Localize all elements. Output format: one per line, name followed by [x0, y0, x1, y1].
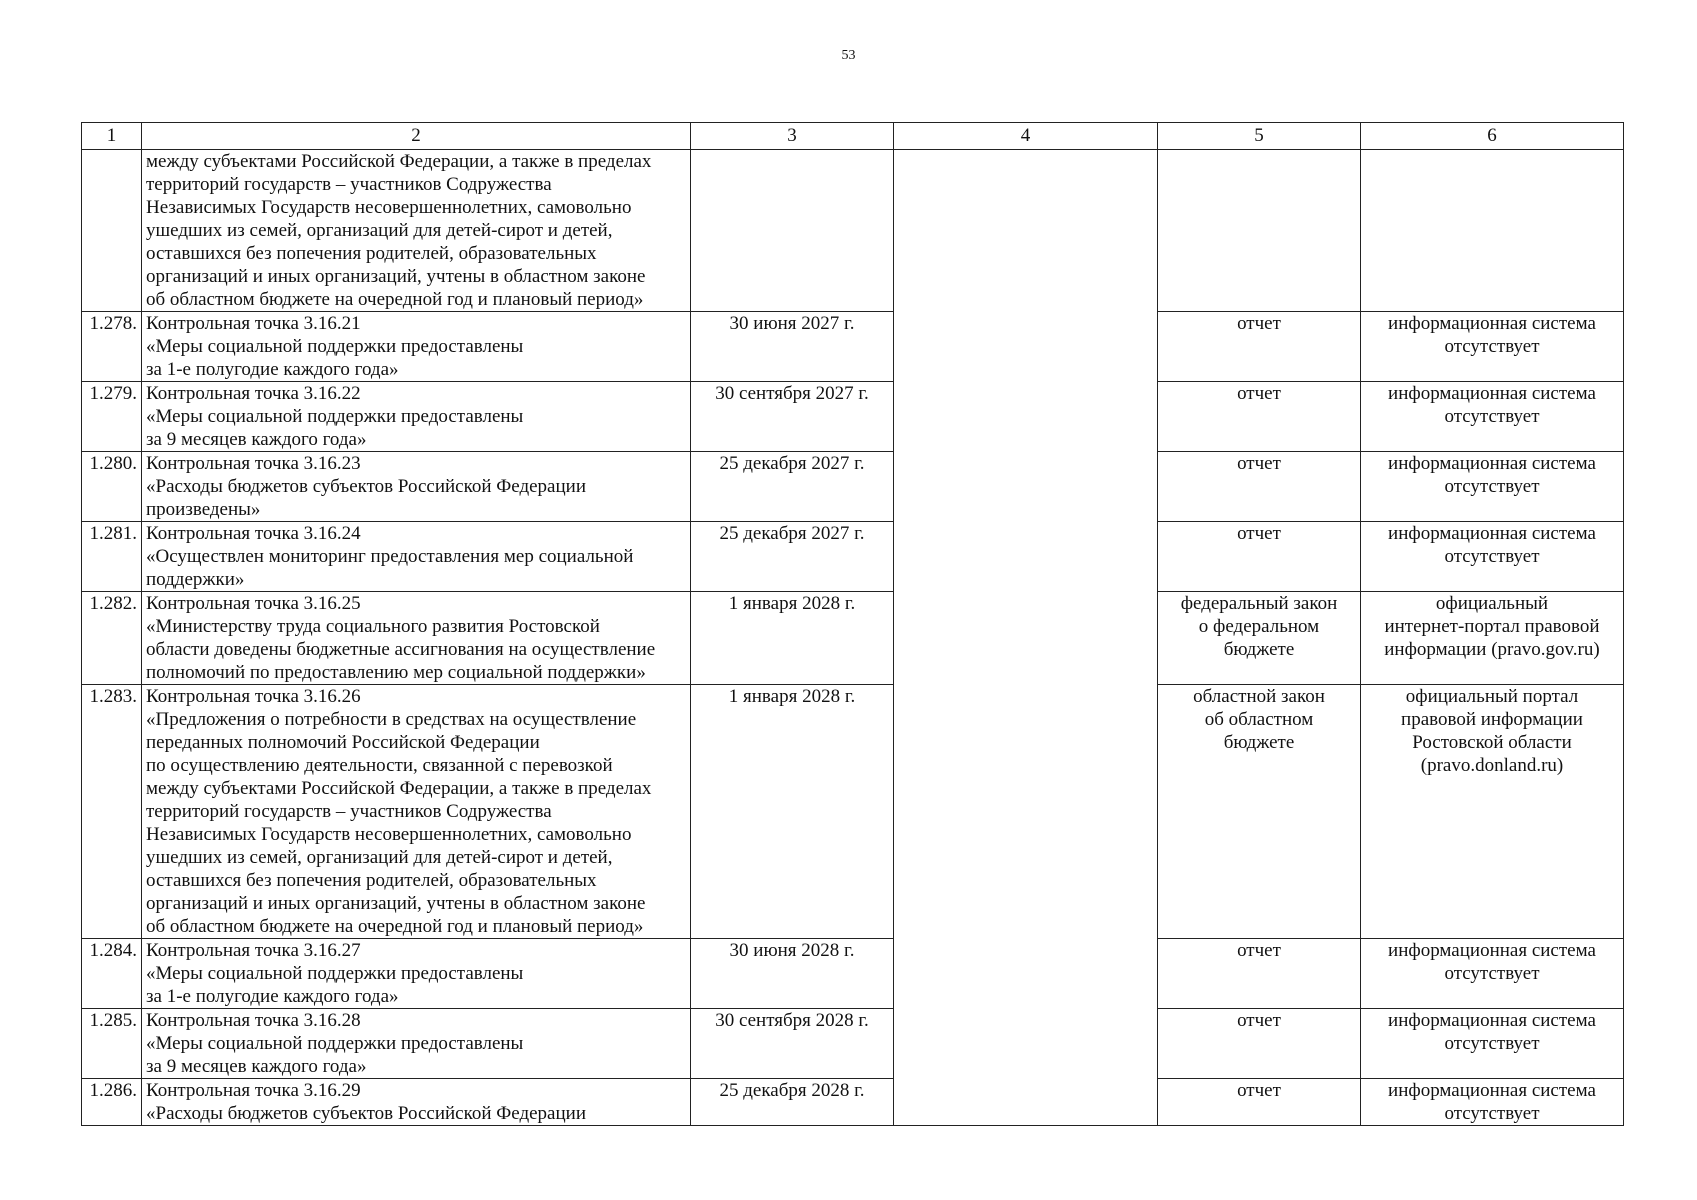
- table-row: [82, 592, 1624, 685]
- info-line: интернет-портал правовой: [1384, 616, 1600, 637]
- row-document-cell: [1158, 1079, 1361, 1126]
- desc-line: территорий государств – участников Содружества: [146, 174, 552, 195]
- info-line: информационная система: [1388, 1080, 1596, 1101]
- desc-line: ушедших из семей, организаций для детей-сирот и детей,: [146, 220, 613, 241]
- doc-line: федеральный закон: [1180, 593, 1338, 614]
- desc-line: «Предложения о потребности в средствах на осуществление: [146, 709, 637, 730]
- info-line: отсутствует: [1444, 476, 1540, 497]
- row-date-cell: 1 января 2028 г.: [691, 592, 894, 685]
- doc-line: областной закон: [1193, 686, 1325, 707]
- desc-line: по осуществлению деятельности, связанной с перевозкой: [146, 755, 613, 776]
- desc-line: между субъектами Российской Федерации, а также в пределах: [146, 151, 652, 172]
- table-row: [82, 382, 1624, 452]
- row-description-cell: [142, 1009, 691, 1079]
- desc-line: «Меры социальной поддержки предоставлены: [146, 406, 524, 427]
- info-line: (pravo.donland.ru): [1420, 755, 1564, 776]
- doc-line: отчет: [1237, 940, 1281, 961]
- info-line: отсутствует: [1444, 1103, 1540, 1124]
- doc-line: отчет: [1237, 453, 1281, 474]
- row-date-cell: 30 июня 2028 г.: [691, 939, 894, 1009]
- row-info-system-cell: [1361, 592, 1624, 685]
- row-document-cell: [1158, 522, 1361, 592]
- doc-line: бюджете: [1223, 639, 1295, 660]
- page-number: 53: [841, 48, 856, 63]
- info-line: информационная система: [1388, 523, 1596, 544]
- row-number-cell: 1.278.: [82, 312, 142, 382]
- continuation-info-cell: [1361, 150, 1624, 312]
- doc-line: отчет: [1237, 1010, 1281, 1031]
- doc-line: об областном: [1204, 709, 1314, 730]
- info-line: официальный портал: [1405, 686, 1579, 707]
- row-info-system-cell: [1361, 685, 1624, 939]
- desc-line: оставшихся без попечения родителей, образовательных: [146, 870, 597, 891]
- doc-line: отчет: [1237, 383, 1281, 404]
- row-info-system-cell: [1361, 1079, 1624, 1126]
- row-document-cell: [1158, 939, 1361, 1009]
- desc-line: между субъектами Российской Федерации, а также в пределах: [146, 778, 652, 799]
- row-date-cell: 25 декабря 2027 г.: [691, 522, 894, 592]
- desc-line: Контрольная точка 3.16.28: [146, 1010, 361, 1031]
- desc-line: ушедших из семей, организаций для детей-сирот и детей,: [146, 847, 613, 868]
- info-line: отсутствует: [1444, 406, 1540, 427]
- desc-line: поддержки»: [146, 569, 245, 590]
- desc-line: «Министерству труда социального развития Ростовской: [146, 616, 600, 637]
- desc-line: за 1-е полугодие каждого года»: [146, 359, 399, 380]
- header-col-3: 3: [691, 123, 894, 150]
- desc-line: оставшихся без попечения родителей, образовательных: [146, 243, 597, 264]
- desc-line: «Осуществлен мониторинг предоставления мер социальной: [146, 546, 634, 567]
- desc-line: организаций и иных организаций, учтены в областном законе: [146, 893, 646, 914]
- desc-line: полномочий по предоставлению мер социальной поддержки»: [146, 662, 646, 683]
- row-info-system-cell: [1361, 1009, 1624, 1079]
- row-number-cell: 1.281.: [82, 522, 142, 592]
- column-4-merged-cell: [894, 150, 1158, 1126]
- row-date-cell: 30 сентября 2028 г.: [691, 1009, 894, 1079]
- row-description-cell: [142, 685, 691, 939]
- table-row: [82, 1079, 1624, 1126]
- row-document-cell: [1158, 685, 1361, 939]
- desc-line: Независимых Государств несовершеннолетних, самовольно: [146, 197, 632, 218]
- desc-line: Контрольная точка 3.16.25: [146, 593, 361, 614]
- row-number-cell: 1.286.: [82, 1079, 142, 1126]
- desc-line: Контрольная точка 3.16.24: [146, 523, 361, 544]
- row-info-system-cell: [1361, 382, 1624, 452]
- info-line: официальный: [1435, 593, 1549, 614]
- desc-line: Контрольная точка 3.16.23: [146, 453, 361, 474]
- table-row: [82, 939, 1624, 1009]
- doc-line: отчет: [1237, 1080, 1281, 1101]
- header-col-6: 6: [1361, 123, 1624, 150]
- desc-line: Контрольная точка 3.16.27: [146, 940, 361, 961]
- desc-line: за 9 месяцев каждого года»: [146, 429, 367, 450]
- row-number-cell: 1.279.: [82, 382, 142, 452]
- doc-line: отчет: [1237, 313, 1281, 334]
- row-document-cell: [1158, 592, 1361, 685]
- desc-line: об областном бюджете на очередной год и плановый период»: [146, 289, 644, 310]
- row-document-cell: [1158, 452, 1361, 522]
- desc-line: Независимых Государств несовершеннолетних, самовольно: [146, 824, 632, 845]
- table-row: [82, 685, 1624, 939]
- desc-line: «Меры социальной поддержки предоставлены: [146, 963, 524, 984]
- desc-line: произведены»: [146, 499, 261, 520]
- row-date-cell: 30 сентября 2027 г.: [691, 382, 894, 452]
- row-number-cell: 1.285.: [82, 1009, 142, 1079]
- row-date-cell: 25 декабря 2027 г.: [691, 452, 894, 522]
- doc-line: о федеральном: [1198, 616, 1320, 637]
- desc-line: об областном бюджете на очередной год и плановый период»: [146, 916, 644, 937]
- row-info-system-cell: [1361, 312, 1624, 382]
- row-description-cell: [142, 312, 691, 382]
- continuation-date-cell: [691, 150, 894, 312]
- row-description-cell: [142, 452, 691, 522]
- row-date-cell: 30 июня 2027 г.: [691, 312, 894, 382]
- desc-line: области доведены бюджетные ассигнования на осуществление: [146, 639, 656, 660]
- row-description-cell: [142, 592, 691, 685]
- header-col-4: 4: [894, 123, 1158, 150]
- table-row: [82, 452, 1624, 522]
- info-line: правовой информации: [1401, 709, 1583, 730]
- doc-line: бюджете: [1223, 732, 1295, 753]
- row-document-cell: [1158, 382, 1361, 452]
- desc-line: Контрольная точка 3.16.29: [146, 1080, 361, 1101]
- desc-line: «Меры социальной поддержки предоставлены: [146, 336, 524, 357]
- row-description-cell: [142, 522, 691, 592]
- continuation-desc-cell: [142, 150, 691, 312]
- row-number-cell: 1.282.: [82, 592, 142, 685]
- row-description-cell: [142, 1079, 691, 1126]
- desc-line: «Расходы бюджетов субъектов Российской Федерации: [146, 1103, 586, 1124]
- info-line: информационная система: [1388, 313, 1596, 334]
- table-row: [82, 522, 1624, 592]
- header-col-1: 1: [82, 123, 142, 150]
- info-line: информационная система: [1388, 383, 1596, 404]
- header-col-5: 5: [1158, 123, 1361, 150]
- table-row: [82, 1009, 1624, 1079]
- desc-line: организаций и иных организаций, учтены в областном законе: [146, 266, 646, 287]
- continuation-doc-cell: [1158, 150, 1361, 312]
- row-date-cell: 1 января 2028 г.: [691, 685, 894, 939]
- desc-line: Контрольная точка 3.16.26: [146, 686, 361, 707]
- desc-line: переданных полномочий Российской Федерации: [146, 732, 540, 753]
- info-line: отсутствует: [1444, 336, 1540, 357]
- doc-line: отчет: [1237, 523, 1281, 544]
- info-line: отсутствует: [1444, 1033, 1540, 1054]
- desc-line: территорий государств – участников Содружества: [146, 801, 552, 822]
- desc-line: Контрольная точка 3.16.22: [146, 383, 361, 404]
- info-line: отсутствует: [1444, 546, 1540, 567]
- row-description-cell: [142, 382, 691, 452]
- header-col-2: 2: [142, 123, 691, 150]
- info-line: информационная система: [1388, 940, 1596, 961]
- row-document-cell: [1158, 312, 1361, 382]
- row-number-cell: 1.280.: [82, 452, 142, 522]
- continuation-row: [82, 150, 1624, 312]
- info-line: информации (pravo.gov.ru): [1384, 639, 1600, 660]
- table-row: [82, 312, 1624, 382]
- info-line: информационная система: [1388, 1010, 1596, 1031]
- row-document-cell: [1158, 1009, 1361, 1079]
- control-points-table: [81, 122, 1624, 1126]
- table-header-row: [82, 123, 1624, 150]
- info-line: информационная система: [1388, 453, 1596, 474]
- desc-line: за 1-е полугодие каждого года»: [146, 986, 399, 1007]
- row-info-system-cell: [1361, 939, 1624, 1009]
- row-number-cell: 1.284.: [82, 939, 142, 1009]
- row-date-cell: 25 декабря 2028 г.: [691, 1079, 894, 1126]
- row-number-cell: 1.283.: [82, 685, 142, 939]
- row-info-system-cell: [1361, 452, 1624, 522]
- desc-line: «Меры социальной поддержки предоставлены: [146, 1033, 524, 1054]
- desc-line: «Расходы бюджетов субъектов Российской Федерации: [146, 476, 586, 497]
- desc-line: Контрольная точка 3.16.21: [146, 313, 361, 334]
- info-line: отсутствует: [1444, 963, 1540, 984]
- continuation-num-cell: [82, 150, 142, 312]
- row-description-cell: [142, 939, 691, 1009]
- row-info-system-cell: [1361, 522, 1624, 592]
- desc-line: за 9 месяцев каждого года»: [146, 1056, 367, 1077]
- info-line: Ростовской области: [1412, 732, 1572, 753]
